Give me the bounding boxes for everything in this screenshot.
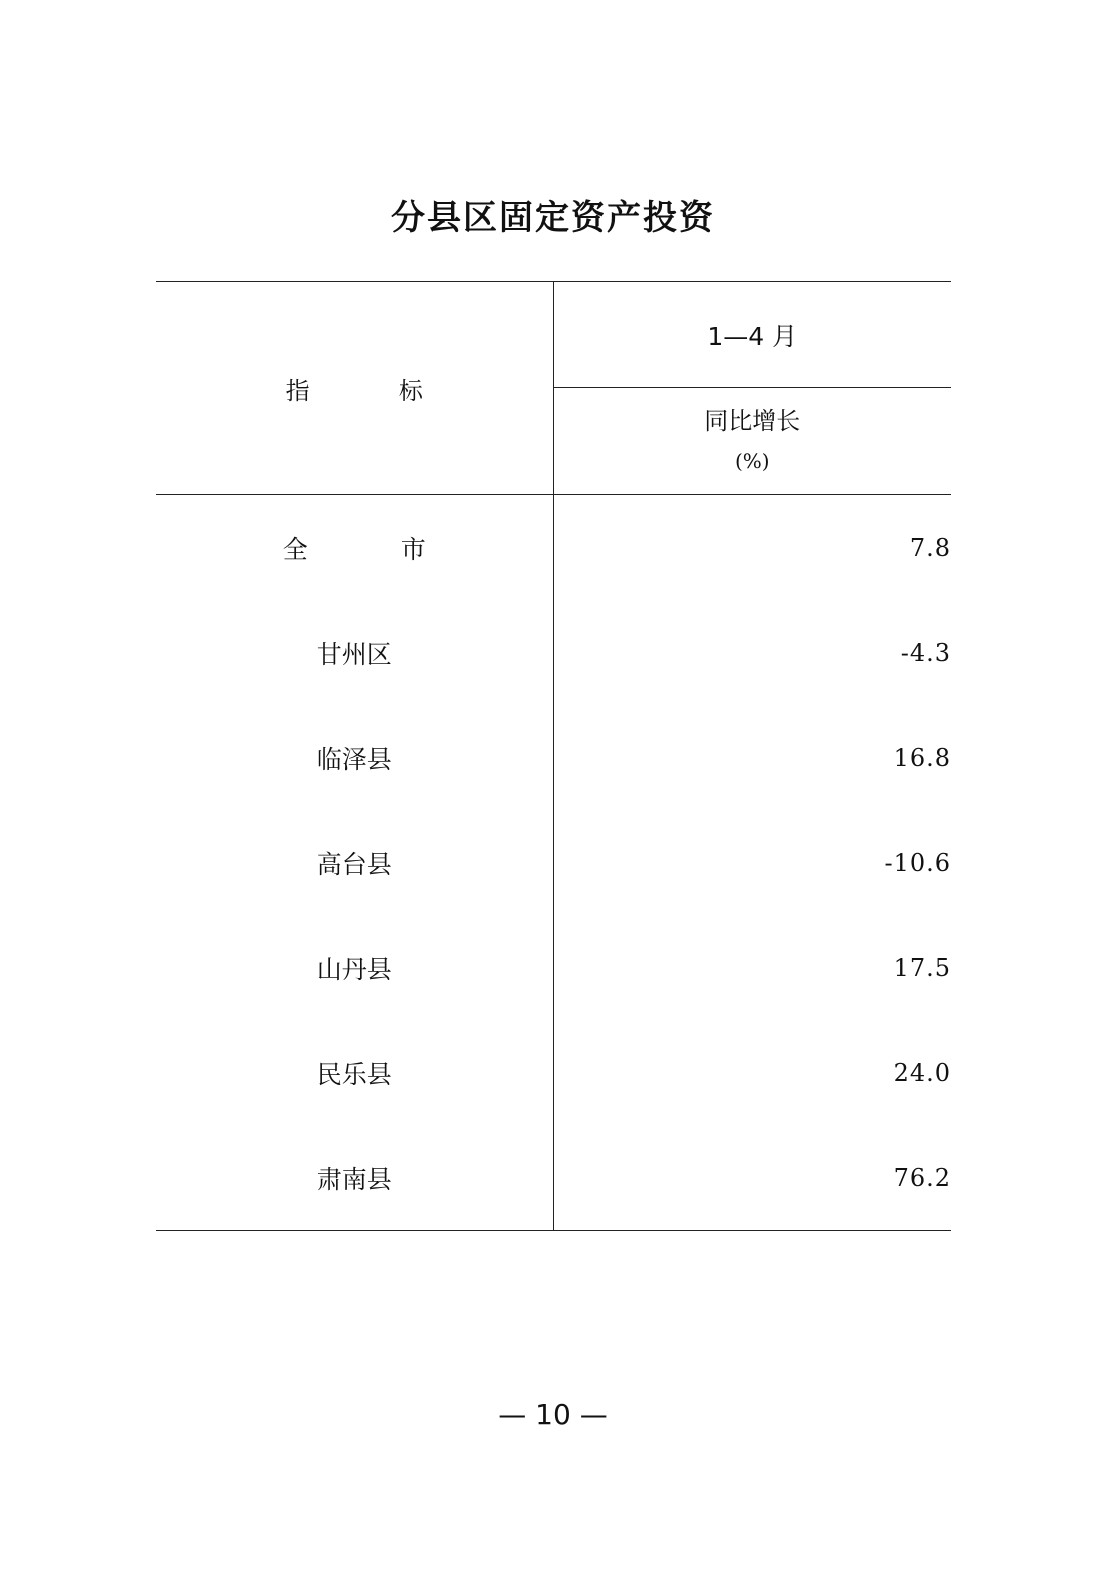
indicator-header-label: 指 标 — [285, 376, 464, 405]
table-row — [156, 810, 951, 915]
region-name — [156, 495, 553, 601]
region-name: 甘州区 — [156, 600, 553, 705]
region-name: 临泽县 — [156, 705, 553, 810]
table-row — [156, 1020, 951, 1125]
region-name: 高台县 — [156, 810, 553, 915]
growth-value: 24.0 — [893, 1058, 951, 1087]
period-header: 1—4 月 — [553, 282, 951, 388]
table-row — [156, 1125, 951, 1231]
region-name: 民乐县 — [156, 1020, 553, 1125]
growth-value: -4.3 — [900, 638, 951, 667]
growth-value: 76.2 — [553, 1125, 951, 1231]
measure-label: 同比增长 — [704, 407, 801, 435]
table-row — [156, 915, 951, 1020]
unit-label: (%) — [734, 449, 770, 473]
indicator-header — [156, 282, 553, 495]
table-row — [156, 600, 951, 705]
growth-value: -10.6 — [884, 848, 951, 877]
growth-value: 7.8 — [909, 533, 951, 562]
growth-value: 17.5 — [893, 953, 951, 982]
investment-table — [156, 281, 951, 1231]
header-row — [156, 282, 951, 388]
region-name-text: 全 市 — [282, 534, 469, 564]
page-number: — 10 — — [498, 1398, 608, 1431]
page-title: 分县区固定资产投资 — [391, 198, 715, 238]
table-row — [156, 705, 951, 810]
region-name: 肃南县 — [156, 1125, 553, 1231]
region-name: 山丹县 — [156, 915, 553, 1020]
measure-header — [553, 388, 951, 495]
table-row — [156, 495, 951, 601]
growth-value: 16.8 — [893, 743, 951, 772]
